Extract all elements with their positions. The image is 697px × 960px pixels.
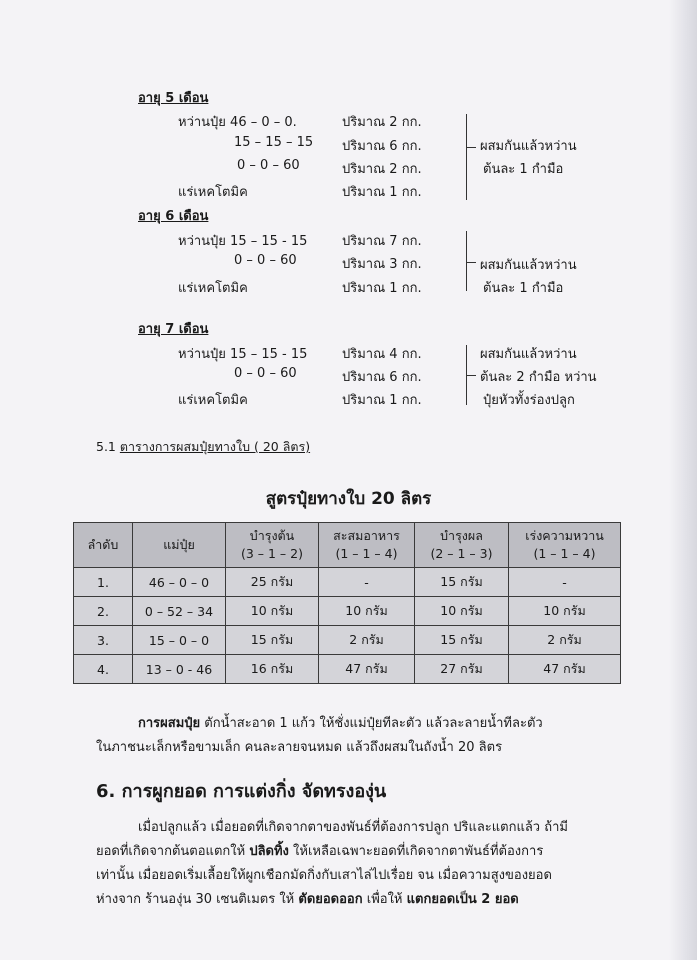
age5-amount-1: ปริมาณ 2 กก.	[342, 115, 422, 130]
cell: 1.	[74, 568, 133, 597]
cell: 15 กรัม	[226, 626, 319, 655]
mixing-label: การผสมปุ๋ย	[138, 716, 201, 731]
cut-top-word: ตัดยอดออก	[298, 892, 363, 907]
header-fertilizer: แม่ปุ๋ย	[133, 523, 226, 568]
age6-amount-3: ปริมาณ 1 กก.	[342, 281, 422, 296]
age6-item-1: หว่านปุ๋ย 15 – 15 - 15	[178, 234, 308, 249]
section-6-paragraph	[96, 816, 616, 912]
cell: 10 กรัม	[226, 597, 319, 626]
header-accumulate: สะสมอาหาร (1 – 1 – 4)	[319, 523, 415, 568]
foliar-fertilizer-table	[73, 522, 621, 684]
cell: 27 กรัม	[415, 655, 509, 684]
age7-amount-3: ปริมาณ 1 กก.	[342, 393, 422, 408]
age6-amount-1: ปริมาณ 7 กก.	[342, 234, 422, 249]
cell: 15 กรัม	[415, 626, 509, 655]
table-row	[74, 626, 621, 655]
cell: 46 – 0 – 0	[133, 568, 226, 597]
cell: 2 กรัม	[319, 626, 415, 655]
age6-item-2: 0 – 0 – 60	[234, 253, 297, 268]
age6-bracket-tick	[466, 262, 476, 263]
age7-note-2: ต้นละ 2 กำมือ หว่าน	[480, 370, 597, 385]
cell: 15 กรัม	[415, 568, 509, 597]
mixing-text-1: ตักน้ำสะอาด 1 แก้ว ให้ชั่งแม่ปุ๋ยทีละตัว แล้วละลายน้ำทีละตัว	[200, 716, 543, 731]
header-growth: บำรุงต้น (3 – 1 – 2)	[226, 523, 319, 568]
table-row	[74, 597, 621, 626]
age6-title: อายุ 6 เดือน	[138, 209, 209, 224]
age7-item-2: 0 – 0 – 60	[234, 366, 297, 381]
cell: 47 กรัม	[319, 655, 415, 684]
cell: 10 กรัม	[415, 597, 509, 626]
age5-note-1: ผสมกันแล้วหว่าน	[480, 139, 577, 154]
cell: 16 กรัม	[226, 655, 319, 684]
age6-note-1: ผสมกันแล้วหว่าน	[480, 258, 577, 273]
discard-word: ปลิดทิ้ง	[249, 844, 289, 859]
age7-item-1: หว่านปุ๋ย 15 – 15 - 15	[178, 347, 308, 362]
age5-amount-2: ปริมาณ 6 กก.	[342, 139, 422, 154]
section-5-1-title: ตารางการผสมปุ๋ยทางใบ ( 20 ลิตร)	[119, 439, 311, 454]
age5-item-1: หว่านปุ๋ย 46 – 0 – 0.	[178, 115, 297, 130]
age6-amount-2: ปริมาณ 3 กก.	[342, 257, 422, 272]
age7-amount-2: ปริมาณ 6 กก.	[342, 370, 422, 385]
cell: -	[319, 568, 415, 597]
section-5-1-heading	[96, 437, 310, 457]
section-6-line-2: ยอดที่เกิดจากต้นตอแตกให้ ปลิดทิ้ง ให้เหลือเฉพาะยอดที่เกิดจากตาพันธ์ที่ต้องการ	[96, 844, 544, 859]
split-two-word: แตกยอดเป็น 2 ยอด	[406, 892, 519, 907]
age7-note-3: ปุ๋ยหัวทั้งร่องปลูก	[483, 393, 575, 408]
section-6-line-1: เมื่อปลูกแล้ว เมื่อยอดที่เกิดจากตาของพันธ์ที่ต้องการปลูก ปริและแตกแล้ว ถ้ามี	[138, 820, 568, 835]
age6-note-2: ต้นละ 1 กำมือ	[483, 281, 564, 296]
cell: 2 กรัม	[509, 626, 621, 655]
section-6-line-4: ห่างจาก ร้านองุ่น 30 เซนติเมตร ให้ ตัดยอดออก เพื่อให้ แตกยอดเป็น 2 ยอด	[96, 892, 519, 907]
age6-bracket	[460, 231, 467, 291]
age7-item-3: แร่เหคโตมิค	[178, 393, 248, 408]
cell: 13 – 0 - 46	[133, 655, 226, 684]
table-header-row	[74, 523, 621, 568]
table-row	[74, 655, 621, 684]
cell: 3.	[74, 626, 133, 655]
age5-title: อายุ 5 เดือน	[138, 91, 209, 106]
cell: 47 กรัม	[509, 655, 621, 684]
scan-edge-shadow	[669, 0, 697, 960]
section-6-heading: 6. การผูกยอด การแต่งกิ่ง จัดทรงองุ่น	[96, 781, 387, 802]
age5-item-2: 15 – 15 – 15	[234, 135, 314, 150]
mixing-text-2: ในภาชนะเล็กหรือขามเล็ก คนละลายจนหมด แล้วถึงผสมในถังน้ำ 20 ลิตร	[96, 740, 503, 755]
table-row	[74, 568, 621, 597]
age5-amount-4: ปริมาณ 1 กก.	[342, 185, 422, 200]
age6-item-3: แร่เหคโตมิค	[178, 281, 248, 296]
cell: 15 – 0 – 0	[133, 626, 226, 655]
section-5-1-number: 5.1	[96, 439, 116, 454]
section-6-line-3: เท่านั้น เมื่อยอดเริ่มเลื้อยให้ผูกเชือกมัดกิ่งกับเสาไล่ไปเรื่อย จน เมื่อความสูงของยอด	[96, 868, 552, 883]
cell: 4.	[74, 655, 133, 684]
age7-amount-1: ปริมาณ 4 กก.	[342, 347, 422, 362]
age7-note-1: ผสมกันแล้วหว่าน	[480, 347, 577, 362]
age5-item-3: 0 – 0 – 60	[237, 158, 300, 173]
age7-title: อายุ 7 เดือน	[138, 322, 209, 337]
mixing-paragraph	[96, 712, 616, 760]
cell: 10 กรัม	[509, 597, 621, 626]
age5-bracket-tick	[466, 147, 476, 148]
age5-bracket	[460, 114, 467, 200]
header-sweetness: เร่งความหวาน (1 – 1 – 4)	[509, 523, 621, 568]
age5-amount-3: ปริมาณ 2 กก.	[342, 162, 422, 177]
table-title: สูตรปุ๋ยทางใบ 20 ลิตร	[265, 489, 432, 509]
age5-note-2: ต้นละ 1 กำมือ	[483, 162, 564, 177]
cell: 2.	[74, 597, 133, 626]
cell: -	[509, 568, 621, 597]
header-fruit: บำรุงผล (2 – 1 – 3)	[415, 523, 509, 568]
cell: 10 กรัม	[319, 597, 415, 626]
age7-bracket-tick	[466, 375, 476, 376]
cell: 0 – 52 – 34	[133, 597, 226, 626]
age5-item-4: แร่เหคโตมิค	[178, 185, 248, 200]
cell: 25 กรัม	[226, 568, 319, 597]
header-order: ลำดับ	[74, 523, 133, 568]
